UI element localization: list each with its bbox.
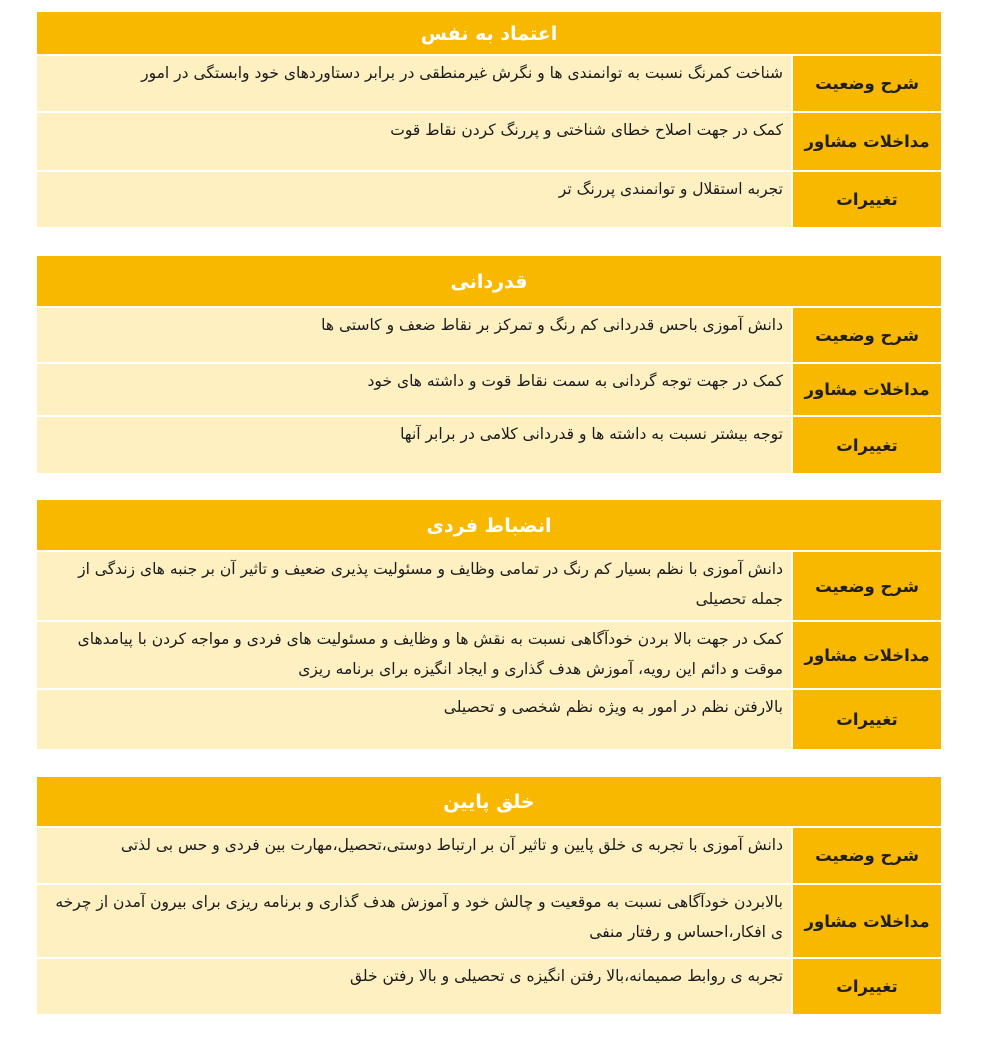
section-title: انضباط فردی: [37, 500, 941, 552]
section-card-low-mood: [37, 777, 941, 1014]
section-card-self-discipline: [37, 500, 941, 749]
status-label: شرح وضعیت: [791, 308, 941, 362]
status-label: شرح وضعیت: [791, 552, 941, 620]
intervention-label: مداخلات مشاور: [791, 113, 941, 170]
intervention-label: مداخلات مشاور: [791, 885, 941, 957]
intervention-label: مداخلات مشاور: [791, 622, 941, 688]
intervention-row: [37, 885, 941, 959]
changes-label: تغییرات: [791, 172, 941, 227]
section-card-self-confidence: [37, 12, 941, 227]
changes-label: تغییرات: [791, 690, 941, 749]
status-row: [37, 828, 941, 885]
status-row: [37, 308, 941, 364]
changes-label: تغییرات: [791, 959, 941, 1014]
changes-value: توجه بیشتر نسبت به داشته ها و قدردانی کلامی در برابر آنها: [37, 417, 791, 473]
changes-label: تغییرات: [791, 417, 941, 473]
changes-value: بالارفتن نظم در امور به ویژه نظم شخصی و تحصیلی: [37, 690, 791, 749]
changes-value: تجربه ی روابط صمیمانه،بالا رفتن انگیزه ی تحصیلی و بالا رفتن خلق: [37, 959, 791, 1014]
changes-row: [37, 959, 941, 1014]
intervention-value: کمک در جهت اصلاح خطای شناختی و پررنگ کردن نقاط قوت: [37, 113, 791, 170]
section-title: اعتماد به نفس: [37, 12, 941, 56]
status-value: شناخت کمرنگ نسبت به توانمندی ها و نگرش غیرمنطقی در برابر دستاوردهای خود وابستگی در امور: [37, 56, 791, 111]
section-title: خلق پایین: [37, 777, 941, 828]
section-card-gratitude: [37, 256, 941, 473]
changes-row: [37, 690, 941, 749]
changes-row: [37, 417, 941, 473]
intervention-row: [37, 622, 941, 690]
section-title: قدردانی: [37, 256, 941, 308]
intervention-row: [37, 364, 941, 417]
status-row: [37, 56, 941, 113]
changes-row: [37, 172, 941, 227]
status-value: دانش آموزی با نظم بسیار کم رنگ در تمامی وظایف و مسئولیت پذیری ضعیف و تاثیر آن بر جنبه های زندگی از جمله تحصیلی: [37, 552, 791, 620]
intervention-row: [37, 113, 941, 172]
status-value: دانش آموزی باحس قدردانی کم رنگ و تمرکز بر نقاط ضعف و کاستی ها: [37, 308, 791, 362]
status-label: شرح وضعیت: [791, 56, 941, 111]
status-label: شرح وضعیت: [791, 828, 941, 883]
intervention-label: مداخلات مشاور: [791, 364, 941, 415]
status-row: [37, 552, 941, 622]
intervention-value: کمک در جهت بالا بردن خودآگاهی نسبت به نقش ها و وظایف و مسئولیت های فردی و مواجه کردن با پیامدهای موقت و دائم این رویه، آموزش هدف گذاری و ایجاد انگیزه برای برنامه ریزی: [37, 622, 791, 688]
changes-value: تجربه استقلال و توانمندی پررنگ تر: [37, 172, 791, 227]
status-value: دانش آموزی با تجربه ی خلق پایین و تاثیر آن بر ارتباط دوستی،تحصیل،مهارت بین فردی و حس بی لذتی: [37, 828, 791, 883]
intervention-value: بالابردن خودآگاهی نسبت به موقعیت و چالش خود و آموزش هدف گذاری و برنامه ریزی برای بیرون آمدن از چرخه ی افکار،احساس و رفتار منفی: [37, 885, 791, 957]
intervention-value: کمک در جهت توجه گردانی به سمت نقاط قوت و داشته های خود: [37, 364, 791, 415]
